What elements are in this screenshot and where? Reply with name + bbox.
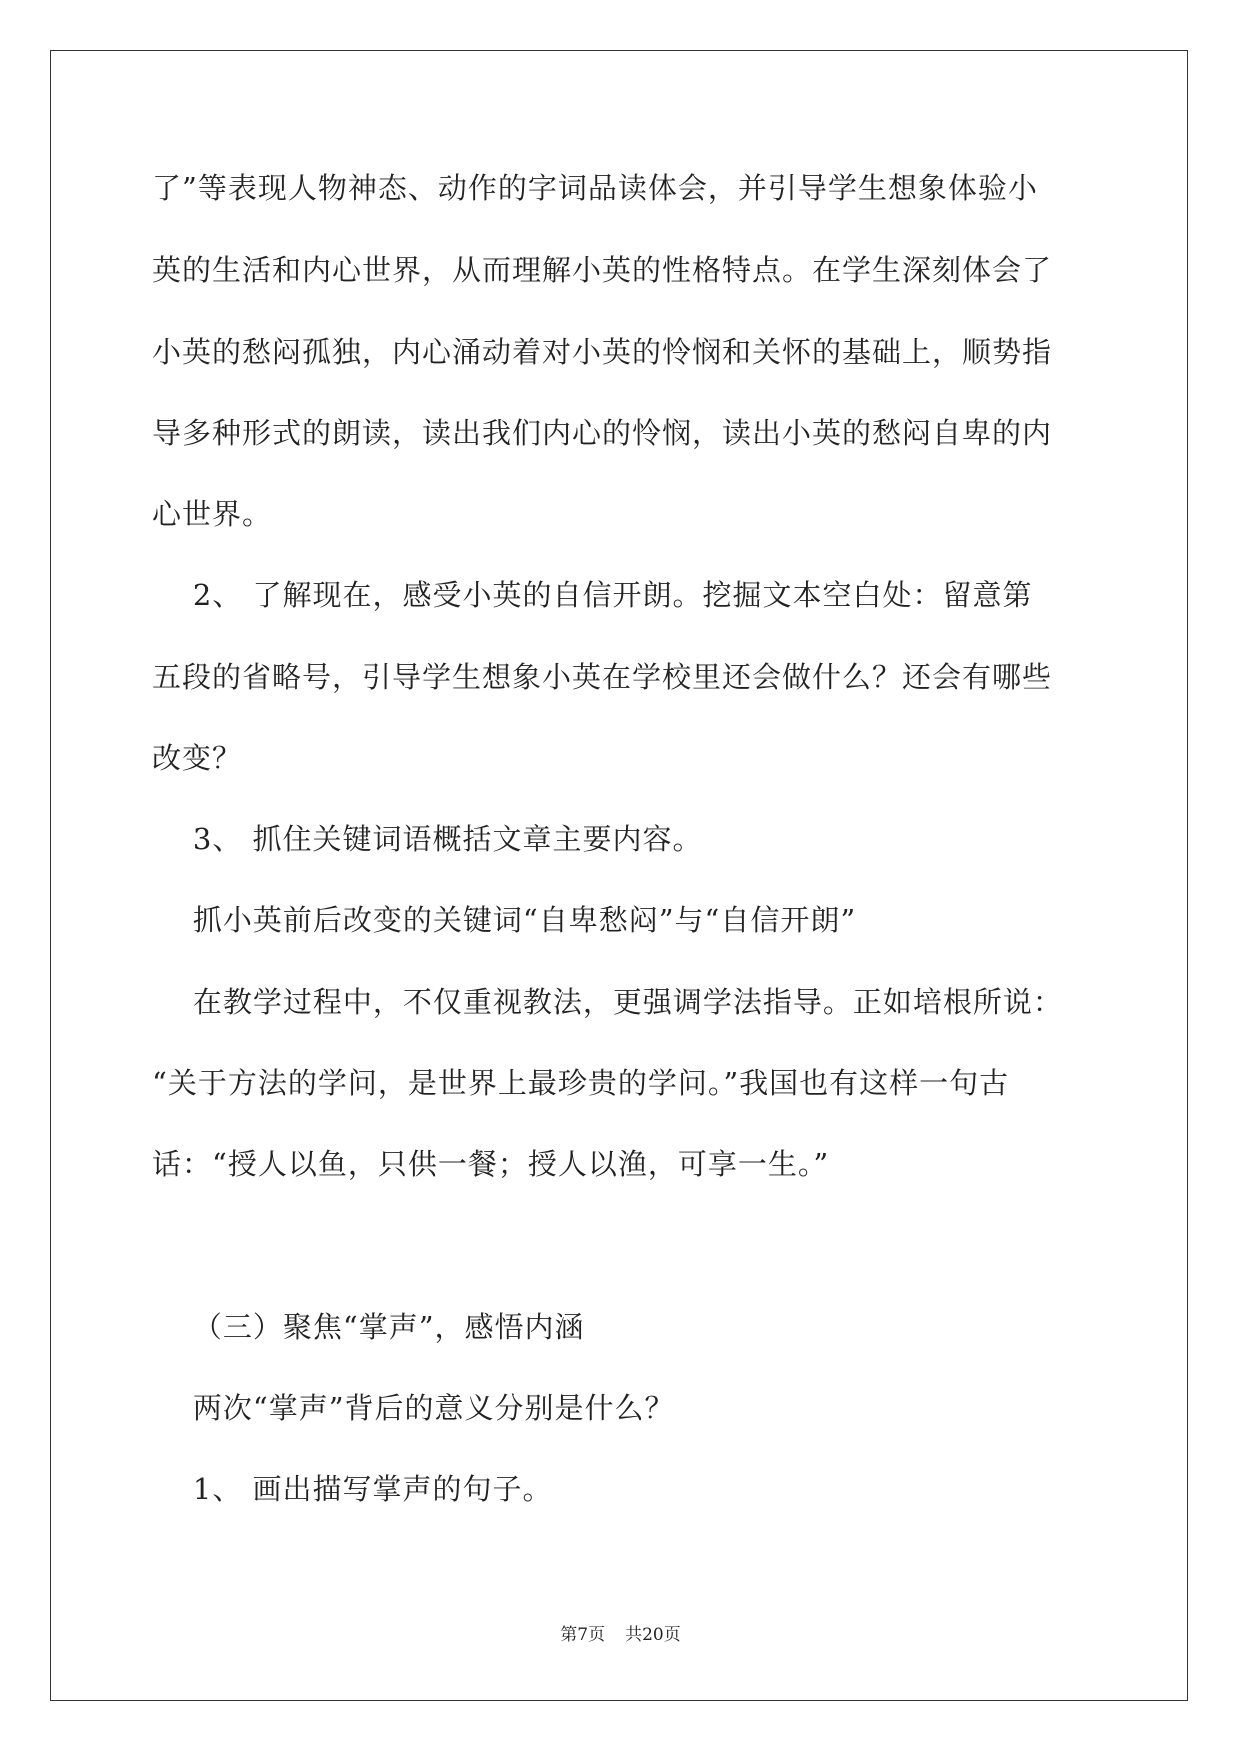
text-line: 抓小英前后改变的关键词“自卑愁闷”与“自信开朗” (152, 903, 857, 937)
text-line: 在教学过程中，不仅重视教法，更强调学法指导。正如培根所说： (152, 985, 1063, 1019)
text-line: 导多种形式的朗读，读出我们内心的怜悯，读出小英的愁闷自卑的内 (152, 416, 1053, 450)
text-line: 话：“授人以鱼，只供一餐；授人以渔，可享一生。” (152, 1147, 830, 1181)
page-number: 第7页 (560, 1625, 606, 1645)
text-line: 1、 画出描写掌声的句子。 (152, 1472, 553, 1506)
section-heading: （三）聚焦“掌声”，感悟内涵 (152, 1310, 585, 1344)
page-total: 共20页 (625, 1625, 681, 1645)
text-line: “关于方法的学问，是世界上最珍贵的学问。”我国也有这样一句古 (152, 1066, 1010, 1100)
text-line: 改变？ (152, 741, 243, 775)
text-line: 英的生活和内心世界，从而理解小英的性格特点。在学生深刻体会了 (152, 253, 1053, 287)
page-footer (0, 1620, 1241, 1645)
text-line: 小英的愁闷孤独，内心涌动着对小英的怜悯和关怀的基础上，顺势指 (152, 335, 1053, 369)
text-line: 2、 了解现在，感受小英的自信开朗。挖掘文本空白处：留意第 (152, 578, 1033, 612)
text-line: 两次“掌声”背后的意义分别是什么？ (152, 1391, 675, 1425)
text-line: 3、 抓住关键词语概括文章主要内容。 (152, 822, 703, 856)
text-line: 心世界。 (152, 497, 273, 531)
text-line: 了”等表现人物神态、动作的字词品读体会，并引导学生想象体验小 (152, 171, 1038, 205)
text-line: 五段的省略号，引导学生想象小英在学校里还会做什么？还会有哪些 (152, 660, 1053, 694)
page-border (50, 50, 1188, 1701)
